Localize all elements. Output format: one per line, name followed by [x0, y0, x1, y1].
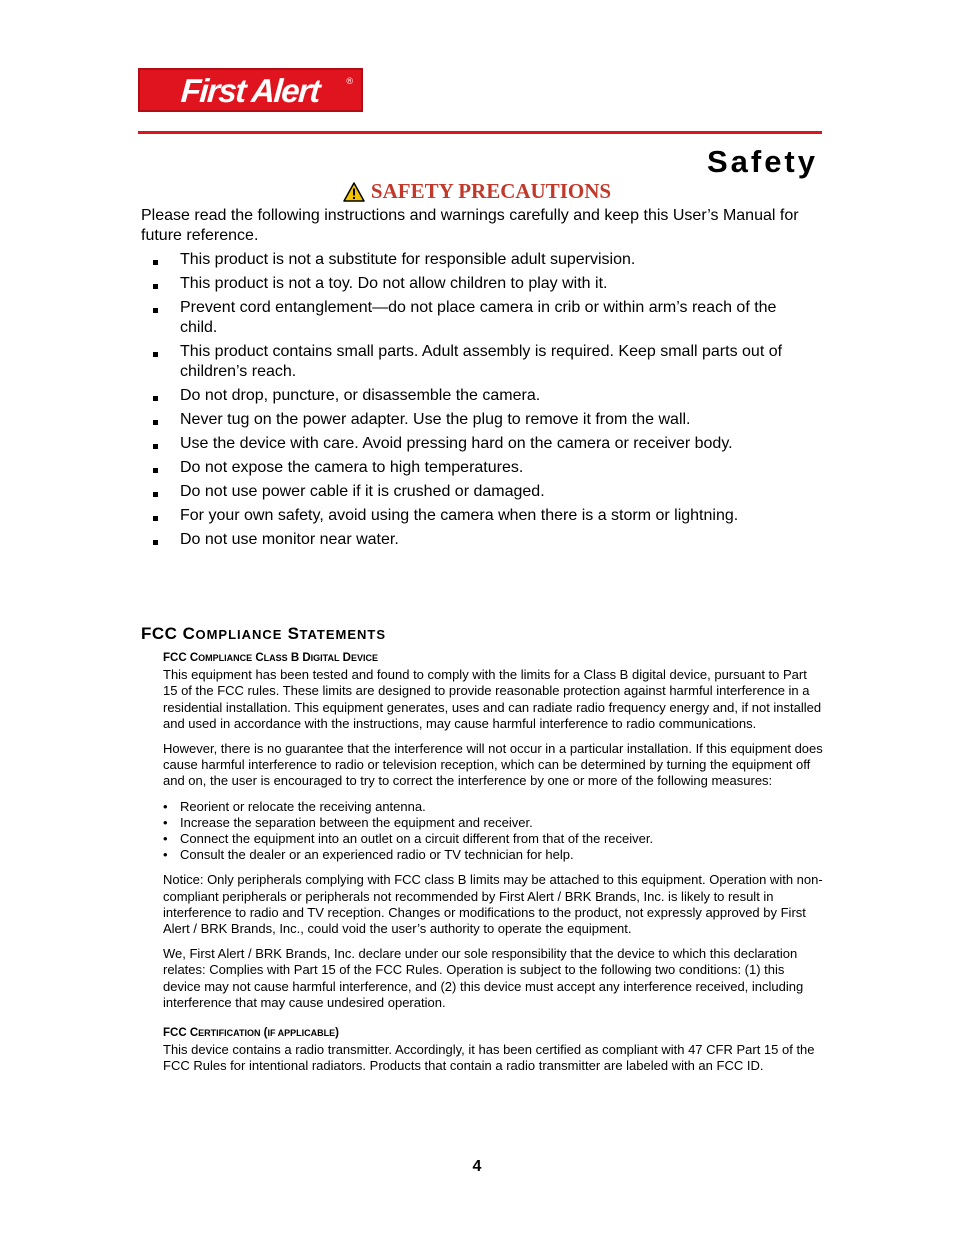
- header-rule: [138, 131, 822, 134]
- fcc-paragraph-limits: This equipment has been tested and found to comply with the limits for a Class B digital device, pursuant to Part 15 of the FCC rules. These limits are designed to provide reasonable protection against harmful interference in a residential installation. This equipment generates, uses and can radiate radio frequency energy and, if not installed and used in accordance with the instructions, may cause harmful interference to radio communications.: [163, 667, 822, 731]
- list-item: Do not use monitor near water.: [150, 530, 800, 550]
- warning-icon: [343, 182, 365, 202]
- page-title: Safety: [706, 144, 818, 179]
- fcc-measures-list: [163, 799, 823, 864]
- list-item: • Connect the equipment into an outlet on a circuit different from that of the receiver.: [163, 831, 823, 847]
- page-number: 4: [472, 1158, 482, 1175]
- list-item: This product contains small parts. Adult assembly is required. Keep small parts out of children’s reach.: [150, 342, 800, 382]
- logo-registered-mark: ®: [346, 76, 353, 86]
- list-item: For your own safety, avoid using the camera when there is a storm or lightning.: [150, 506, 800, 526]
- safety-precautions-heading: [0, 179, 954, 204]
- fcc-compliance-heading: FCC COMPLIANCE STATEMENTS: [141, 624, 387, 643]
- fcc-certification-paragraph: This device contains a radio transmitter. Accordingly, it has been certified as compliant with 47 CFR Part 15 of the FCC Rules for intentional radiators. Products that contain a radio transmitter are labeled with an FCC ID.: [163, 1042, 815, 1074]
- list-item: Do not drop, puncture, or disassemble the camera.: [150, 386, 800, 406]
- square-bullet-icon: [153, 260, 158, 265]
- list-item: • Consult the dealer or an experienced radio or TV technician for help.: [163, 847, 823, 863]
- square-bullet-icon: [153, 352, 158, 357]
- square-bullet-icon: [153, 396, 158, 401]
- fcc-paragraph-no-guarantee: However, there is no guarantee that the interference will not occur in a particular installation. If this equipment does cause harmful interference to radio or television reception, which can be determined by turning the equipment off and on, the user is encouraged to try to correct the interference by one or more of the following measures:: [163, 741, 823, 789]
- list-item: • Increase the separation between the equipment and receiver.: [163, 815, 823, 831]
- list-item: • Reorient or relocate the receiving antenna.: [163, 799, 823, 815]
- fcc-declaration: We, First Alert / BRK Brands, Inc. declare under our sole responsibility that the device to which this declaration relates: Complies with Part 15 of the FCC Rules. Operation is subject to the following two conditions: (1) this device may not cause harmful interference, and (2) this device must accept any interference received, including interference that may cause undesired operation.: [163, 946, 804, 1010]
- list-item: Prevent cord entanglement—do not place camera in crib or within arm’s reach of the child.: [150, 298, 800, 338]
- square-bullet-icon: [153, 492, 158, 497]
- list-item: Do not use power cable if it is crushed or damaged.: [150, 482, 800, 502]
- safety-list: [150, 250, 800, 554]
- list-item: Do not expose the camera to high temperatures.: [150, 458, 800, 478]
- square-bullet-icon: [153, 284, 158, 289]
- square-bullet-icon: [153, 516, 158, 521]
- fcc-class-b-subheading: FCC COMPLIANCE CLASS B DIGITAL DEVICE: [163, 652, 378, 664]
- logo-text: First Alert: [180, 71, 321, 109]
- safety-heading-text: SAFETY PRECAUTIONS: [370, 179, 612, 203]
- fcc-notice: Notice: Only peripherals complying with FCC class B limits may be attached to this equipment. Operation with non-compliant peripherals or peripherals not recommended by First Alert / BRK Brands, Inc. is likely to result in interference to radio and TV reception. Changes or modifications to the product, not expressly approved by First Alert / BRK Brands, Inc., could void the user’s authority to operate the equipment.: [163, 872, 823, 937]
- fcc-certification-subheading: FCC CERTIFICATION (IF APPLICABLE): [163, 1027, 340, 1040]
- square-bullet-icon: [153, 468, 158, 473]
- square-bullet-icon: [153, 308, 158, 313]
- safety-intro: Please read the following instructions and warnings carefully and keep this User’s Manual for future reference.: [141, 207, 799, 244]
- square-bullet-icon: [153, 420, 158, 425]
- list-item: This product is not a toy. Do not allow children to play with it.: [150, 274, 800, 294]
- first-alert-logo: [138, 68, 363, 112]
- square-bullet-icon: [153, 444, 158, 449]
- list-item: Use the device with care. Avoid pressing hard on the camera or receiver body.: [150, 434, 800, 454]
- list-item: Never tug on the power adapter. Use the plug to remove it from the wall.: [150, 410, 800, 430]
- fcc-body: [163, 650, 823, 1084]
- square-bullet-icon: [153, 540, 158, 545]
- list-item: This product is not a substitute for responsible adult supervision.: [150, 250, 800, 270]
